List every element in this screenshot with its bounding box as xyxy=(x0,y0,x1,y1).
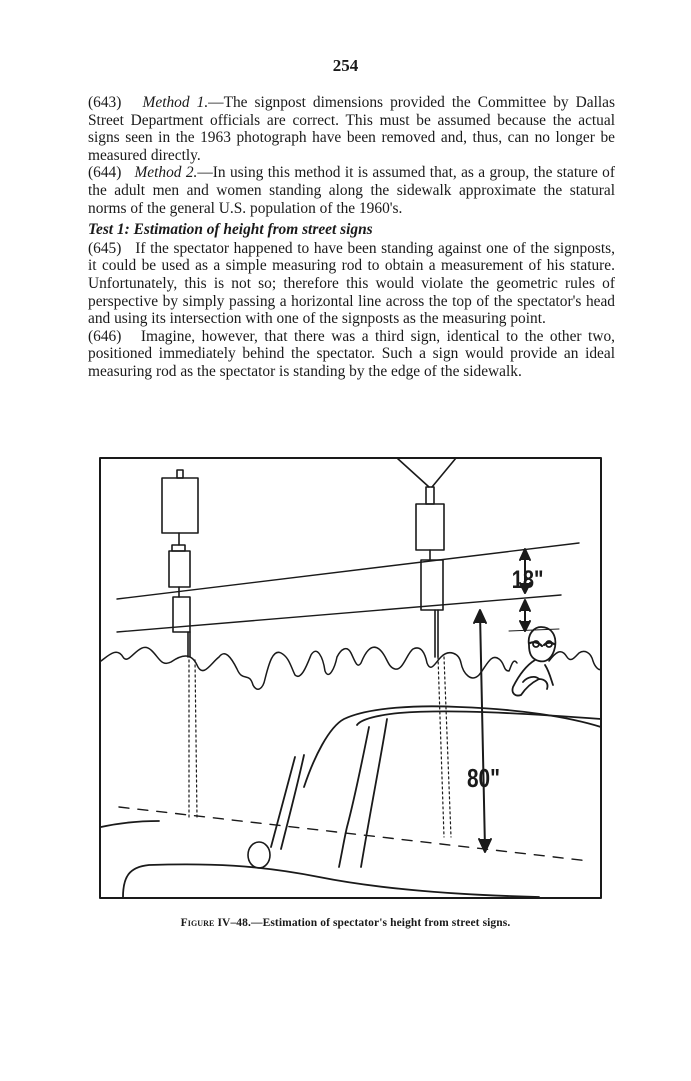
perspective-line-bottom xyxy=(117,595,561,632)
paragraph-number: (645) xyxy=(88,239,122,257)
right-signpost xyxy=(397,458,456,837)
figure-caption xyxy=(0,917,691,929)
figure-frame xyxy=(100,458,601,898)
label-80-inches: 80" xyxy=(467,763,500,793)
paragraph-number: (646) xyxy=(88,327,122,345)
paragraph-text: —In using this method it is assumed that, as a group, the stature of the adult men and women standing along the sidewalk approximate the statural norms of the general U.S. population of the 1960's. xyxy=(88,164,615,217)
car-outline xyxy=(101,706,601,897)
caption-text: —Estimation of spectator's height from street signs. xyxy=(250,917,511,929)
paragraph-text: —The signpost dimensions provided the Committee by Dallas Street Department officials are correct. This must be assumed because the actual signs seen in the 1963 photograph have been removed and, thus, can no longer be measured directly. xyxy=(88,94,615,164)
paragraph-645 xyxy=(88,240,615,328)
paragraph-643 xyxy=(88,94,615,164)
paragraph-text: Imagine, however, that there was a third sign, identical to the other two, positioned immediately behind the spectator. Such a sign would provide an ideal measuring rod as the spectator is standing by the edge of the sidewalk. xyxy=(88,327,615,380)
height-80-arrow xyxy=(474,610,491,852)
paragraph-title: Method 2. xyxy=(134,164,198,182)
section-heading: Test 1: Estimation of height from street signs xyxy=(88,221,373,239)
figure-illustration xyxy=(99,457,602,899)
paragraph-646 xyxy=(88,328,615,381)
paragraph-title: Method 1. xyxy=(142,94,209,111)
paragraph-text: If the spectator happened to have been standing against one of the signposts, it could be used as a simple measuring rod to obtain a measurement of his stature. Unfortunately, this is not so; therefore this would violate the geometric rules of perspective by simply passing a horizontal line across the top of the spectator's head and using its intersection with one of the signposts as the measuring point. xyxy=(88,239,615,328)
paragraph-number: (644) xyxy=(88,164,122,182)
caption-label: Figure IV–48. xyxy=(180,917,251,929)
page-number: 254 xyxy=(332,56,359,75)
left-signpost xyxy=(162,470,198,817)
paragraph-644 xyxy=(88,164,615,217)
label-18-inches: 18" xyxy=(511,565,544,594)
body-text xyxy=(88,94,615,381)
paragraph-number: (643) xyxy=(88,94,122,111)
